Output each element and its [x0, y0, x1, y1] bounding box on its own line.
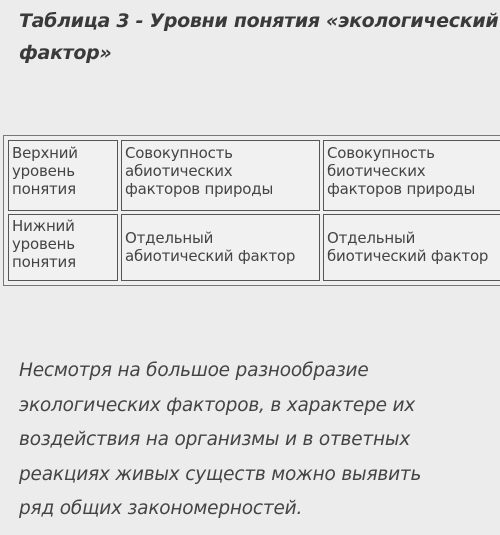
table-caption — [19, 5, 499, 69]
body-paragraph — [19, 354, 497, 527]
cell-text: биотический фактор — [327, 247, 489, 265]
cell-text: Отдельный — [125, 229, 214, 247]
paragraph-line: Несмотря на большое разнообразие — [19, 360, 369, 381]
cell-text: Совокупность — [125, 144, 233, 162]
cell-text: факторов природы — [327, 180, 476, 198]
table-cell-r1-c1 — [8, 140, 118, 211]
cell-text: Совокупность — [327, 144, 435, 162]
cell-text: уровень — [12, 235, 75, 253]
cell-text: биотических — [327, 162, 426, 180]
table-cell-r2-c2 — [121, 214, 320, 281]
cell-text: уровень — [12, 162, 75, 180]
table-cell-r1-c2 — [121, 140, 320, 211]
cell-text: Нижний — [12, 217, 75, 235]
paragraph-line: воздействия на организмы и в ответных — [19, 429, 411, 450]
cell-text: понятия — [12, 253, 76, 271]
paragraph-line: экологических факторов, в характере их — [19, 394, 416, 416]
caption-line: Таблица 3 - Уровни понятия «экологический — [19, 10, 499, 32]
cell-text: Отдельный — [327, 229, 416, 247]
cell-text: факторов природы — [125, 180, 274, 198]
levels-table — [3, 135, 500, 286]
table-cell-r1-c3 — [323, 140, 500, 211]
paragraph-line: ряд общих закономерностей. — [19, 498, 303, 519]
paragraph-line: реакциях живых существ можно выявить — [19, 463, 422, 485]
cell-text: понятия — [12, 180, 76, 198]
caption-line: фактор» — [19, 42, 112, 64]
cell-text: Верхний — [12, 144, 78, 162]
table-cell-r2-c3 — [323, 214, 500, 281]
cell-text: абиотических — [125, 162, 233, 180]
table-cell-r2-c1 — [8, 214, 118, 281]
cell-text: абиотический фактор — [125, 247, 296, 265]
